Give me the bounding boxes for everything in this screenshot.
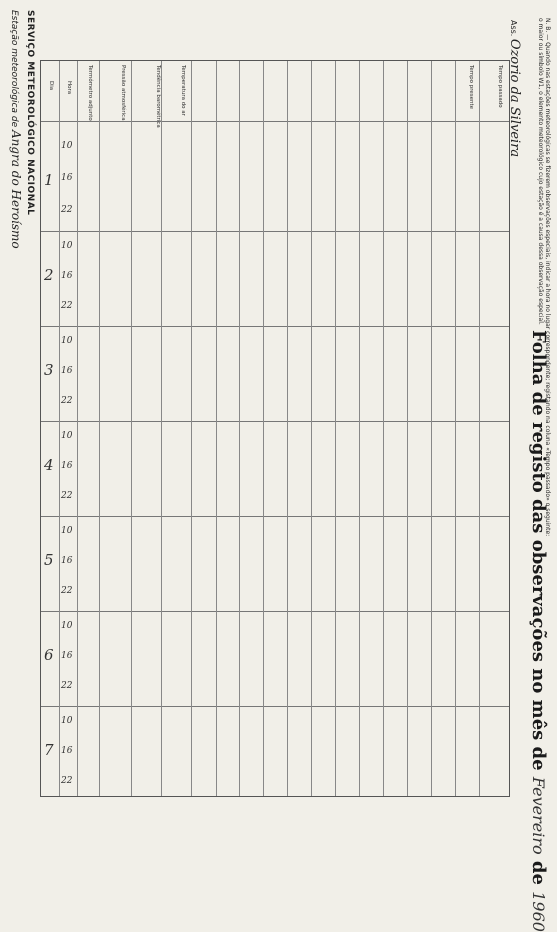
signature-line (507, 20, 522, 157)
hour-label: 22 (61, 396, 73, 406)
hour-label: 10 (61, 526, 73, 536)
hour-label: 16 (61, 461, 73, 471)
hour-label: 22 (61, 776, 73, 786)
hour-label: 16 (61, 651, 73, 661)
hour-label: 10 (61, 241, 73, 251)
day-number: 3 (44, 361, 54, 379)
year-prefix: de (528, 860, 549, 885)
hour-label: 10 (61, 621, 73, 631)
footer-note: N. B. — Quando nas estações meteorológicas se fizerem observações especiais, indicar a hora no lugar correspondente; registando na coluna «Tempo passado» o seguinte: o maior ou símbolo W1, o elemento meteorológico cujo estação é a causa dessa observação especial. (537, 18, 551, 537)
day-number: 5 (44, 551, 54, 569)
day-number: 7 (44, 741, 54, 759)
hour-label: 22 (61, 586, 73, 596)
hour-label: 16 (61, 746, 73, 756)
station-name: Angra do Heroísmo (9, 130, 23, 249)
header-hora: Hora (66, 81, 72, 95)
day-number: 6 (44, 646, 54, 664)
header-tempo-passado: Tempo passado (497, 65, 503, 108)
hour-label: 22 (61, 301, 73, 311)
header-pressao: Pressão atmosférica (120, 65, 126, 121)
hour-label: 16 (61, 366, 73, 376)
header-termometro: Termómetro adjunto (87, 65, 93, 121)
hour-label: 22 (61, 205, 73, 215)
signature: Ozorio da Silveira (507, 38, 522, 158)
hour-label: 16 (61, 271, 73, 281)
hour-label: 10 (61, 716, 73, 726)
hour-label: 16 (61, 556, 73, 566)
header-tempo-presente: Tempo presente (468, 65, 474, 110)
hour-label: 16 (61, 173, 73, 183)
month-value: Fevereiro (529, 776, 548, 855)
header-tendencia: Tendência barométrica (155, 65, 161, 128)
hour-label: 22 (61, 681, 73, 691)
day-number: 1 (44, 171, 54, 189)
header-temperatura: Temperatura do ar (180, 65, 186, 116)
hour-label: 10 (61, 431, 73, 441)
year-value: 1960 (529, 891, 548, 932)
hour-label: 10 (61, 336, 73, 346)
header-dia: Dia (48, 81, 54, 91)
day-number: 2 (44, 266, 54, 284)
day-number: 4 (44, 456, 54, 474)
hour-label: 22 (61, 491, 73, 501)
title-text: Folha de registo das observações no mês de (528, 330, 549, 771)
organization: SERVIÇO METEOROLÓGICO NACIONAL (25, 10, 35, 216)
hour-label: 10 (61, 141, 73, 151)
station-line (9, 10, 23, 249)
station-label: Estação meteorológica de (9, 10, 19, 128)
signer-label: Ass. (509, 20, 518, 37)
